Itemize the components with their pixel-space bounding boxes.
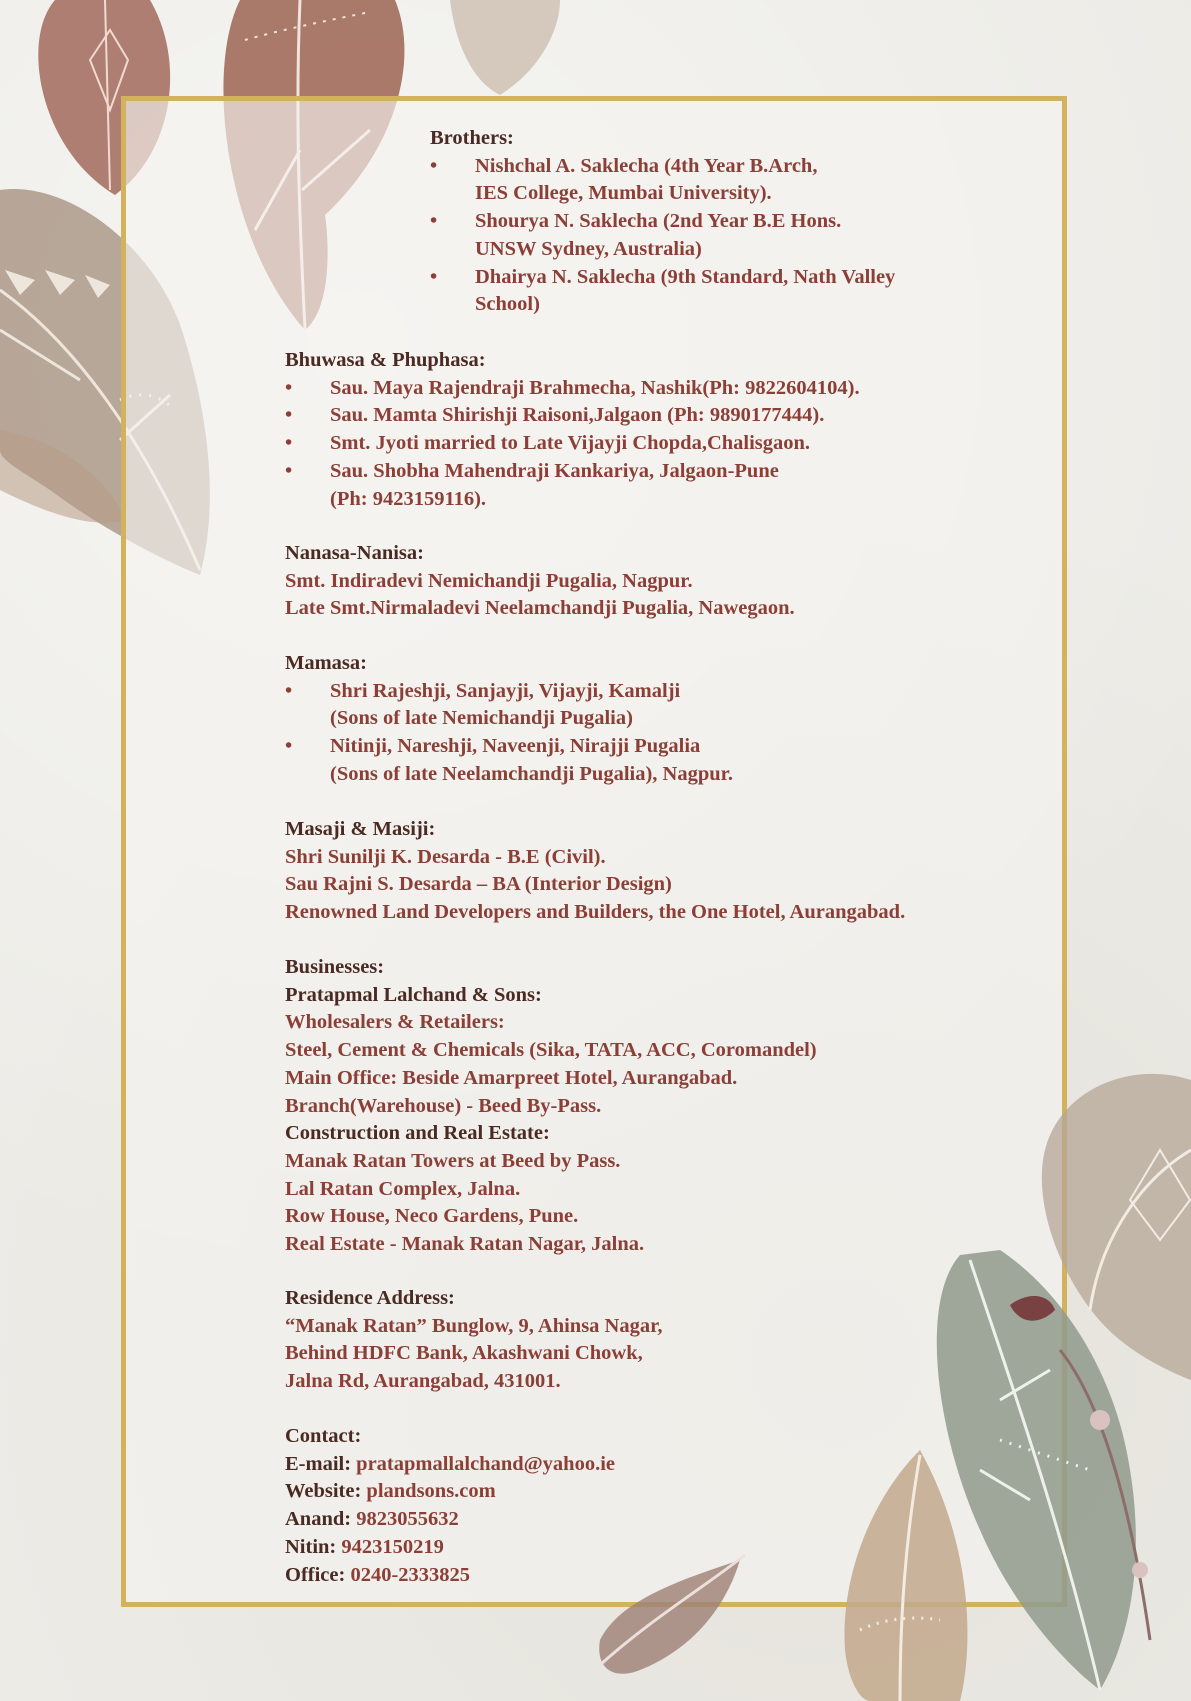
text-line: Real Estate - Manak Ratan Nagar, Jalna. <box>285 1233 645 1256</box>
text-line: Wholesalers & Retailers: <box>285 1011 505 1034</box>
contact-office: Office: 0240-2333825 <box>285 1563 471 1586</box>
bullet: • <box>430 154 438 177</box>
text-line: Steel, Cement & Chemicals (Sika, TATA, ACC, Coromandel) <box>285 1039 817 1062</box>
list-item: • Shourya N. Saklecha (2nd Year B.E Hons. <box>430 208 895 236</box>
section-businesses <box>285 954 817 1259</box>
contact-nitin: Nitin: 9423150219 <box>285 1535 444 1558</box>
list-item: • Sau. Maya Rajendraji Brahmecha, Nashik(Ph: 9822604104). <box>285 375 860 403</box>
bullet: • <box>430 210 438 233</box>
text-line: Renowned Land Developers and Builders, the One Hotel, Aurangabad. <box>285 901 906 924</box>
text-line: Shri Sunilji K. Desarda - B.E (Civil). <box>285 845 606 868</box>
text-line: Sau Rajni S. Desarda – BA (Interior Design) <box>285 873 672 896</box>
list-item-continuation: (Sons of late Neelamchandji Pugalia), Nagpur. <box>330 762 733 785</box>
contact-email: E-mail: pratapmallalchand@yahoo.ie <box>285 1452 616 1475</box>
text-line: Main Office: Beside Amarpreet Hotel, Aurangabad. <box>285 1066 738 1089</box>
section-contact <box>285 1423 615 1589</box>
list-item: • Smt. Jyoti married to Late Vijayji Chopda,Chalisgaon. <box>285 430 860 458</box>
text-line: Jalna Rd, Aurangabad, 431001. <box>285 1370 561 1393</box>
text-line: Smt. Indiradevi Nemichandji Pugalia, Nagpur. <box>285 569 693 592</box>
heading-residence-address: Residence Address: <box>285 1287 455 1309</box>
contact-anand: Anand: 9823055632 <box>285 1508 459 1531</box>
text-line: Late Smt.Nirmaladevi Neelamchandji Pugalia, Nawegaon. <box>285 597 795 620</box>
list-item-continuation: IES College, Mumbai University). <box>475 182 772 205</box>
heading-masaji-masiji: Masaji & Masiji: <box>285 818 436 840</box>
bullet: • <box>285 376 293 399</box>
phone-nitin: 9423150219 <box>341 1535 444 1558</box>
heading-businesses: Businesses: <box>285 956 385 978</box>
list-item-continuation: School) <box>475 293 540 316</box>
section-mamasa <box>285 650 733 789</box>
business-subheading: Construction and Real Estate: <box>285 1122 550 1145</box>
phone-anand: 9823055632 <box>356 1508 459 1531</box>
list-item: • Nitinji, Nareshji, Naveenji, Nirajji Pugalia <box>285 733 733 761</box>
section-masaji-masiji <box>285 816 905 927</box>
text-line: Behind HDFC Bank, Akashwani Chowk, <box>285 1342 643 1365</box>
list-item: • Shri Rajeshji, Sanjayji, Vijayji, Kamalji <box>285 678 733 706</box>
text-line: Lal Ratan Complex, Jalna. <box>285 1177 521 1200</box>
website-link[interactable]: plandsons.com <box>366 1480 496 1503</box>
heading-brothers: Brothers: <box>430 127 514 149</box>
text-line: “Manak Ratan” Bunglow, 9, Ahinsa Nagar, <box>285 1314 663 1337</box>
section-residence-address <box>285 1285 662 1396</box>
list-item: • Nishchal A. Saklecha (4th Year B.Arch, <box>430 153 895 181</box>
heading-nanasa-nanisa: Nanasa-Nanisa: <box>285 542 424 564</box>
section-brothers <box>430 125 895 319</box>
list-item: • Sau. Mamta Shirishji Raisoni,Jalgaon (Ph: 9890177444). <box>285 402 860 430</box>
text-line: Manak Ratan Towers at Beed by Pass. <box>285 1149 621 1172</box>
contact-website: Website: plandsons.com <box>285 1480 496 1503</box>
list-item: • Dhairya N. Saklecha (9th Standard, Nath Valley <box>430 264 895 292</box>
business-firm-name: Pratapmal Lalchand & Sons: <box>285 983 542 1006</box>
heading-bhuwasa-phuphasa: Bhuwasa & Phuphasa: <box>285 349 486 371</box>
bullet: • <box>285 735 293 758</box>
bullet: • <box>285 432 293 455</box>
bullet: • <box>430 265 438 288</box>
section-nanasa-nanisa <box>285 540 795 623</box>
text-line: Branch(Warehouse) - Beed By-Pass. <box>285 1094 602 1117</box>
email-link[interactable]: pratapmallalchand@yahoo.ie <box>356 1452 616 1475</box>
heading-mamasa: Mamasa: <box>285 652 367 674</box>
list-item-continuation: (Ph: 9423159116). <box>330 487 487 510</box>
bullet: • <box>285 459 293 482</box>
section-bhuwasa-phuphasa <box>285 347 860 513</box>
text-line: Row House, Neco Gardens, Pune. <box>285 1205 579 1228</box>
list-item: • Sau. Shobha Mahendraji Kankariya, Jalgaon-Pune <box>285 458 860 486</box>
phone-office: 0240-2333825 <box>350 1563 471 1586</box>
list-item-continuation: (Sons of late Nemichandji Pugalia) <box>330 707 633 730</box>
list-item-continuation: UNSW Sydney, Australia) <box>475 237 702 260</box>
heading-contact: Contact: <box>285 1425 362 1447</box>
bullet: • <box>285 679 293 702</box>
bullet: • <box>285 404 293 427</box>
